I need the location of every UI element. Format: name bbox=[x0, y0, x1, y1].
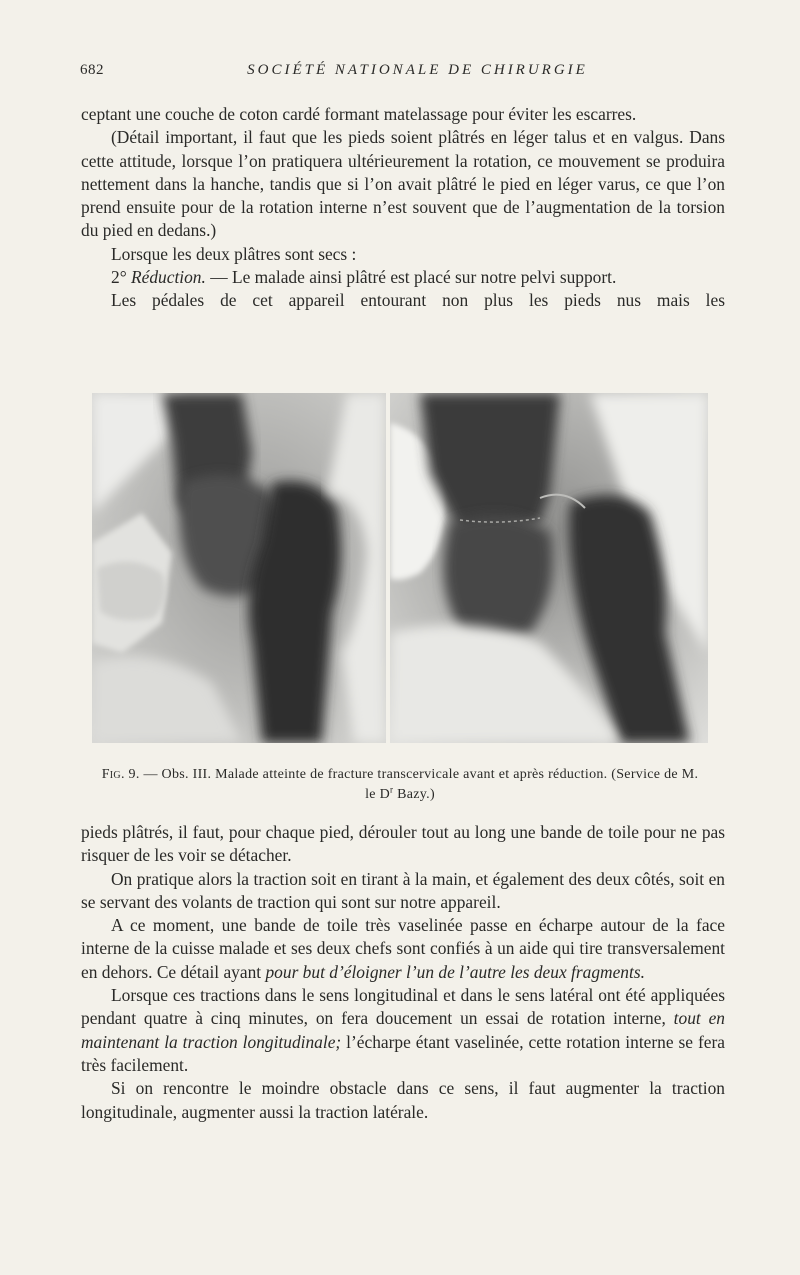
text-block-bottom bbox=[81, 821, 725, 1124]
paragraph bbox=[81, 914, 725, 984]
paragraph bbox=[81, 289, 725, 312]
caption-text: — Obs. III. Malade atteinte de fracture transcervicale avant et après réduction. (Service de M. le D bbox=[139, 767, 699, 802]
paragraph bbox=[81, 243, 725, 266]
radiograph-before-reduction bbox=[92, 393, 386, 743]
paragraph-text: (Détail important, il faut que les pieds soient plâtrés en léger talus et en valgus. Dans cette attitude, lorsque l’on pratiquera ultérieurement la rotation, ce mouvement se produira nettement dans la hanche, tandis que si l’on avait plâtré le pied en léger varus, ce que l’on prend ensuite pour de la rotation interne n’est souvent que de l’augmentation de la torsion du pied en dedans.) bbox=[81, 127, 725, 241]
paragraph-text: pieds plâtrés, il faut, pour chaque pied, dérouler tout au long une bande de toile pour ne pas risquer de les voir se détacher. bbox=[81, 822, 725, 866]
running-title: SOCIÉTÉ NATIONALE DE CHIRURGIE bbox=[247, 62, 588, 78]
paragraph-text: Lorsque les deux plâtres sont secs : bbox=[111, 243, 357, 264]
paragraph bbox=[81, 266, 725, 289]
page-number: 682 bbox=[80, 62, 104, 78]
paragraph-text: Les pédales de cet appareil entourant non plus les pieds nus mais les bbox=[111, 290, 725, 311]
paragraph bbox=[81, 984, 725, 1077]
paragraph-text: On pratique alors la traction soit en tirant à la main, et également des deux côtés, soit en se servant des volants de traction qui sont sur notre appareil. bbox=[81, 868, 725, 912]
paragraph bbox=[81, 126, 725, 242]
paragraph-text: Si on rencontre le moindre obstacle dans ce sens, il faut augmenter la traction longitudinale, augmenter aussi la traction latérale. bbox=[81, 1078, 725, 1122]
figure-label: Fig. 9. bbox=[101, 767, 140, 782]
paragraph-text: A ce moment, une bande de toile très vaselinée passe en écharpe autour de la face interne de la cuisse malade et ses deux chefs sont confiés à un aide qui tire transversalement en dehors. Ce détail ayant bbox=[81, 915, 725, 982]
paragraph bbox=[81, 868, 725, 915]
paragraph-text-continued: l’écharpe étant vaselinée, cette rotation interne se fera très facilement. bbox=[81, 1031, 725, 1075]
emphasis-text: pour but d’éloigner l’un de l’autre les deux fragments. bbox=[265, 961, 645, 982]
paragraph-text: ceptant une couche de coton cardé formant matelassage pour éviter les escarres. bbox=[81, 104, 637, 124]
section-heading: Réduction. bbox=[131, 267, 206, 288]
paragraph bbox=[81, 103, 725, 126]
paragraph-text: — Le malade ainsi plâtré est placé sur notre pelvi support. bbox=[205, 267, 617, 288]
caption-end: Bazy.) bbox=[393, 787, 435, 802]
radiograph-after-reduction bbox=[390, 393, 708, 743]
paragraph bbox=[81, 821, 725, 868]
paragraph-text: Lorsque ces tractions dans le sens longitudinal et dans le sens latéral ont été appliquées pendant quatre à cinq minutes, on fera doucement un essai de rotation interne, bbox=[81, 985, 725, 1029]
page-header bbox=[80, 62, 725, 84]
emphasis-text: tout en maintenant la traction longitudinale; bbox=[81, 1008, 725, 1052]
text-block-top bbox=[81, 103, 725, 313]
list-number: 2° bbox=[111, 267, 131, 288]
caption-superscript: r bbox=[389, 784, 394, 795]
paragraph bbox=[81, 1077, 725, 1124]
figure-caption bbox=[100, 765, 700, 805]
figure-9 bbox=[92, 393, 710, 743]
